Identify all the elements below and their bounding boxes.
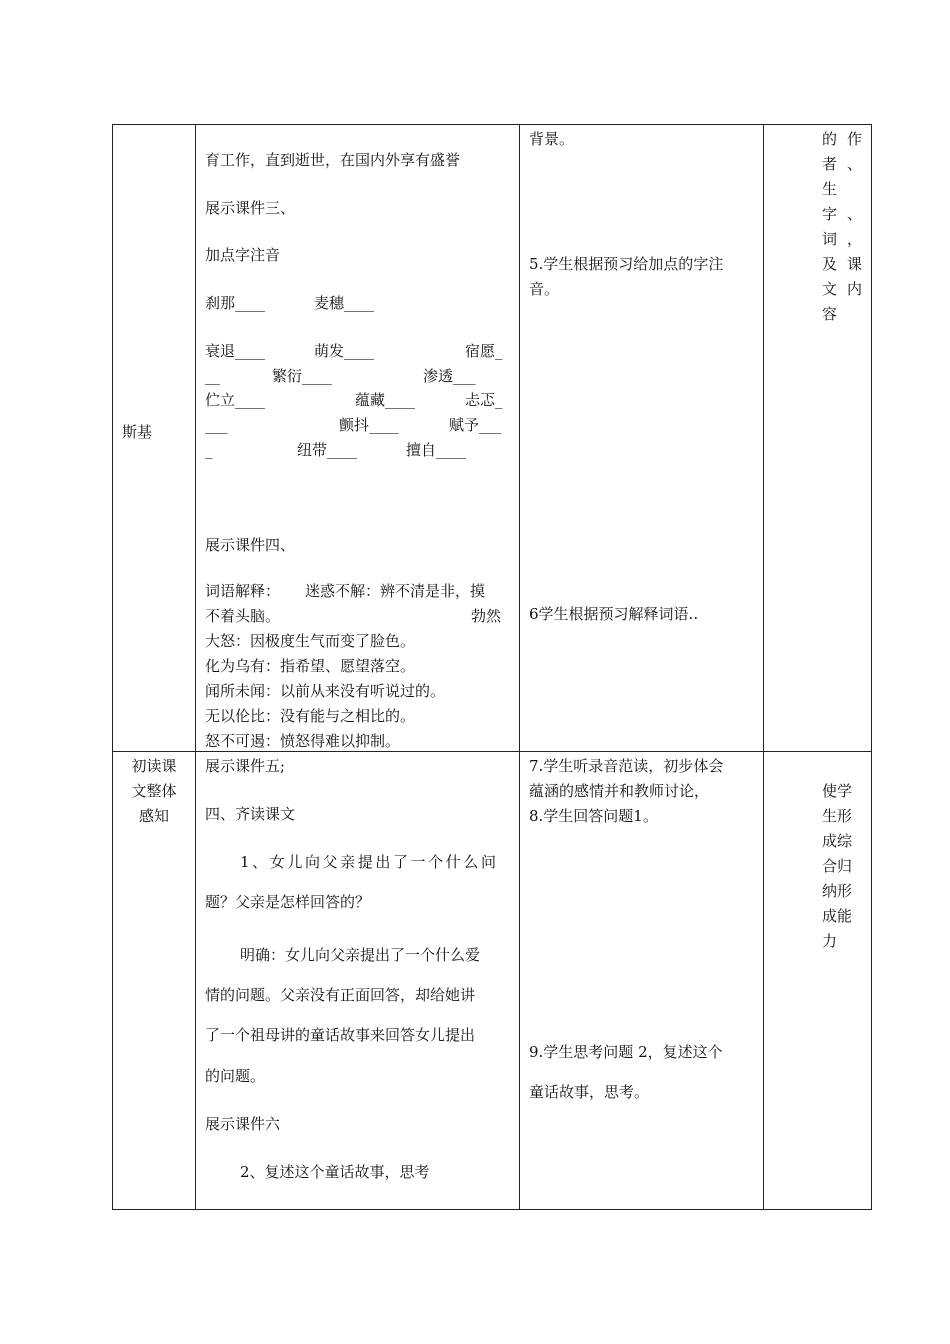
goal-char: 生 [822, 180, 838, 198]
student-activity: 童话故事，思考。 [529, 1083, 650, 1101]
goal-char: 的 [822, 130, 838, 148]
row1-stage-label: 斯基 [122, 423, 153, 441]
table-border-bottom [112, 1209, 872, 1210]
section-heading: 四、齐读课文 [205, 805, 296, 823]
definition-line: 迷惑不解：辨不清是非，摸 [305, 582, 486, 600]
answer-line: 情的问题。父亲没有正面回答，却给她讲 [205, 986, 476, 1004]
vocab-item: 宿愿_ [465, 342, 503, 360]
vocab-item: 刹那____ [205, 294, 266, 312]
goal-line: 生形 [822, 807, 853, 825]
vocab-item: 忐忑_ [465, 391, 503, 409]
answer-line: 明确：女儿向父亲提出了一个什么爱 [240, 946, 481, 964]
goal-char: 内 [847, 280, 863, 298]
student-activity: 7.学生听录音范读，初步体会 [529, 757, 724, 775]
definition-line: 勃然 [471, 607, 502, 625]
answer-line: 了一个祖母讲的童话故事来回答女儿提出 [205, 1026, 476, 1044]
goal-char: 及 [822, 255, 838, 273]
vocab-item: 颤抖____ [339, 416, 400, 434]
goal-char: 作 [847, 130, 863, 148]
row2-stage-label: 感知 [138, 807, 169, 825]
vocab-item: 渗透___ [423, 367, 476, 385]
courseware-heading: 展示课件四、 [205, 536, 296, 554]
goal-line: 成能 [822, 907, 853, 925]
table-border-top [112, 124, 872, 125]
goal-char: 、 [847, 205, 863, 223]
definition-line: 怒不可遏：愤怒得难以抑制。 [205, 732, 401, 750]
row2-stage-label: 文整体 [131, 782, 177, 800]
goal-line: 合归 [822, 857, 853, 875]
definition-line: 大怒：因极度生气而变了脸色。 [205, 632, 416, 650]
vocab-item: 赋予___ [449, 416, 502, 434]
definition-line: 无以伦比：没有能与之相比的。 [205, 707, 416, 725]
question-line: 题？父亲是怎样回答的？ [205, 893, 371, 911]
vocab-item: 繁衍____ [272, 367, 333, 385]
col-divider-3 [763, 124, 764, 1210]
vocab-item: 纽带____ [297, 441, 358, 459]
courseware-heading: 展示课件五; [205, 757, 286, 775]
row-divider [112, 751, 872, 752]
goal-line: 力 [822, 932, 838, 950]
goal-char: 文 [822, 280, 838, 298]
courseware-heading: 展示课件六 [205, 1115, 281, 1133]
vocab-item: 伫立____ [205, 391, 266, 409]
student-activity: 9.学生思考问题 2，复述这个 [529, 1043, 723, 1061]
vocab-item: 麦穗____ [314, 294, 375, 312]
goal-char: 词 [822, 230, 838, 248]
vocab-item: 萌发____ [314, 342, 375, 360]
vocab-item: __ [205, 367, 220, 385]
student-activity: 6学生根据预习解释词语.. [529, 605, 699, 623]
goal-char: 课 [847, 255, 863, 273]
goal-char: 、 [847, 155, 863, 173]
goal-char: 容 [822, 305, 838, 323]
goal-char: ， [847, 230, 863, 248]
row2-stage-label: 初读课 [131, 757, 177, 775]
col-divider-2 [519, 124, 520, 1210]
vocab-item: 蕴藏____ [355, 391, 416, 409]
student-activity: 8.学生回答问题1。 [529, 807, 658, 825]
vocab-item: ___ [205, 416, 228, 434]
vocab-item: 擅自____ [406, 441, 467, 459]
vocab-item: 衰退____ [205, 342, 266, 360]
courseware-heading: 展示课件三、 [205, 199, 296, 217]
vocab-item: _ [205, 441, 213, 459]
pinyin-task-title: 加点字注音 [205, 246, 281, 264]
table-border-right [871, 124, 872, 1210]
definition-line: 词语解释： [205, 582, 281, 600]
goal-char: 字 [822, 205, 838, 223]
col-divider-1 [195, 124, 196, 1210]
student-activity: 背景。 [529, 130, 575, 148]
student-activity: 5.学生根据预习给加点的字注 [529, 255, 724, 273]
goal-char: 者 [822, 155, 838, 173]
answer-line: 的问题。 [205, 1067, 266, 1085]
question-line: 2、复述这个童话故事，思考 [240, 1163, 430, 1181]
table-border-left [112, 124, 113, 1210]
question-line: 1、女儿向父亲提出了一个什么问 [240, 853, 499, 871]
definition-line: 化为乌有：指希望、愿望落空。 [205, 657, 416, 675]
student-activity: 蕴涵的感情并和教师讨论， [529, 782, 710, 800]
text-line: 育工作，直到逝世，在国内外享有盛誉 [205, 151, 461, 169]
student-activity: 音。 [529, 280, 560, 298]
definition-line: 闻所未闻：以前从来没有听说过的。 [205, 682, 446, 700]
definition-line: 不着头脑。 [205, 607, 281, 625]
goal-line: 纳形 [822, 882, 853, 900]
goal-line: 成综 [822, 832, 853, 850]
goal-line: 使学 [822, 782, 853, 800]
